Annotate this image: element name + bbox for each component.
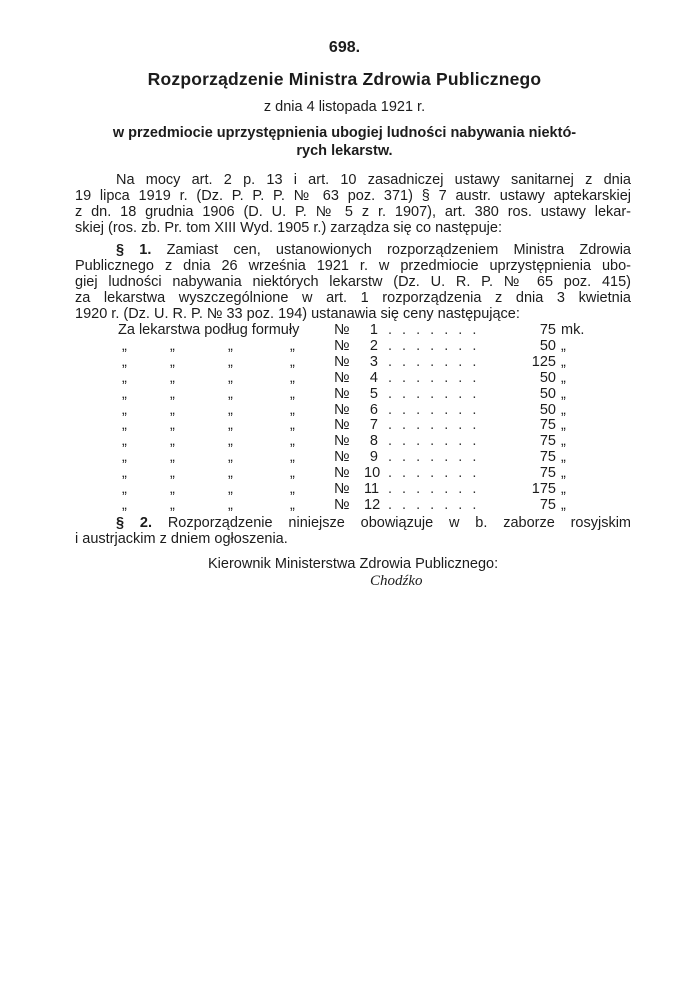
leader-dots: . . . . . . . bbox=[388, 465, 480, 482]
formula-label: Za lekarstwa podług formuły bbox=[118, 322, 300, 338]
section-1-text: Zamiast cen, ustanowionych rozporządzeniem Ministra Zdrowia bbox=[166, 242, 631, 258]
section-1-line-4: za lekarstwa wyszczególnione w art. 1 rozporządzenia z dnia 3 kwietnia bbox=[75, 290, 631, 306]
ditto-mark: „ bbox=[290, 465, 295, 482]
price-value: 75 bbox=[539, 496, 556, 513]
ditto-mark: „ bbox=[122, 337, 127, 354]
ditto-mark: „ bbox=[290, 496, 295, 513]
price-value: 75 bbox=[539, 322, 556, 338]
leader-dots: . . . . . . . bbox=[388, 496, 480, 513]
price-value: 50 bbox=[539, 401, 556, 418]
formula-number: 7 bbox=[369, 417, 378, 434]
number-sign: № bbox=[334, 449, 350, 466]
price-value: 50 bbox=[539, 337, 556, 354]
currency-unit: mk. bbox=[561, 322, 585, 338]
formula-number: 4 bbox=[369, 369, 378, 386]
ditto-mark: „ bbox=[122, 449, 127, 466]
number-sign: № bbox=[334, 369, 350, 386]
ditto-mark: „ bbox=[170, 433, 175, 450]
currency-unit: „ bbox=[561, 369, 566, 386]
currency-unit: „ bbox=[561, 337, 566, 354]
ditto-mark: „ bbox=[228, 496, 233, 513]
currency-unit: „ bbox=[561, 496, 566, 513]
section-1-mark: § 1. bbox=[116, 242, 152, 258]
price-row bbox=[118, 465, 598, 481]
formula-number: 10 bbox=[364, 465, 381, 482]
section-1-line-3: giej ludności nabywania niektórych lekarstw (Dz. U. R. P. № 65 poz. 415) bbox=[75, 274, 631, 290]
leader-dots: . . . . . . . bbox=[388, 385, 480, 402]
ditto-mark: „ bbox=[170, 465, 175, 482]
leader-dots: . . . . . . . bbox=[388, 353, 480, 370]
page-number: 698. bbox=[328, 39, 361, 56]
price-row bbox=[118, 417, 598, 433]
formula-number: 5 bbox=[369, 385, 378, 402]
formula-number: 1 bbox=[369, 322, 378, 338]
price-row bbox=[118, 322, 598, 338]
ditto-mark: „ bbox=[170, 369, 175, 386]
preamble-line-3: z dn. 18 grudnia 1906 (D. U. P. № 5 z r. 1907), art. 380 ros. ustawy lekar- bbox=[75, 204, 631, 220]
document-title: Rozporządzenie Ministra Zdrowia Publicznego bbox=[147, 69, 542, 89]
ditto-mark: „ bbox=[122, 369, 127, 386]
ditto-mark: „ bbox=[228, 353, 233, 370]
ditto-mark: „ bbox=[290, 369, 295, 386]
ditto-mark: „ bbox=[122, 385, 127, 402]
leader-dots: . . . . . . . bbox=[388, 449, 480, 466]
currency-unit: „ bbox=[561, 465, 566, 482]
ditto-mark: „ bbox=[122, 496, 127, 513]
number-sign: № bbox=[334, 401, 350, 418]
currency-unit: „ bbox=[561, 353, 566, 370]
ditto-mark: „ bbox=[228, 417, 233, 434]
currency-unit: „ bbox=[561, 417, 566, 434]
price-value: 75 bbox=[539, 449, 556, 466]
number-sign: № bbox=[334, 353, 350, 370]
subject-line-2: rych lekarstw. bbox=[296, 143, 393, 159]
number-sign: № bbox=[334, 322, 350, 338]
price-row bbox=[118, 354, 598, 370]
price-row bbox=[118, 402, 598, 418]
signature-title: Kierownik Ministerstwa Zdrowia Publicznego: bbox=[208, 556, 499, 572]
currency-unit: „ bbox=[561, 401, 566, 418]
leader-dots: . . . . . . . bbox=[388, 369, 480, 386]
currency-unit: „ bbox=[561, 433, 566, 450]
section-1-line-2: Publicznego z dnia 26 września 1921 r. w przedmiocie uprzystępnienia ubo- bbox=[75, 258, 631, 274]
price-value: 50 bbox=[539, 369, 556, 386]
price-row bbox=[118, 386, 598, 402]
currency-unit: „ bbox=[561, 449, 566, 466]
section-1-line-5: 1920 r. (Dz. U. R. P. № 33 poz. 194) ustanawia się ceny następujące: bbox=[75, 306, 520, 322]
formula-number: 6 bbox=[369, 401, 378, 418]
ditto-mark: „ bbox=[290, 353, 295, 370]
ditto-mark: „ bbox=[228, 481, 233, 497]
price-value: 50 bbox=[539, 385, 556, 402]
section-2-text: Rozporządzenie niniejsze obowiązuje w b. zaborze rosyjskim bbox=[167, 515, 632, 531]
price-row bbox=[118, 449, 598, 465]
leader-dots: . . . . . . . bbox=[388, 337, 480, 354]
formula-number: 11 bbox=[364, 481, 380, 497]
ditto-mark: „ bbox=[228, 433, 233, 450]
preamble-line-4: skiej (ros. zb. Pr. tom XIII Wyd. 1905 r.) zarządza się co następuje: bbox=[75, 220, 502, 236]
ditto-mark: „ bbox=[228, 465, 233, 482]
number-sign: № bbox=[334, 337, 350, 354]
ditto-mark: „ bbox=[122, 481, 127, 497]
number-sign: № bbox=[334, 433, 350, 450]
ditto-mark: „ bbox=[170, 449, 175, 466]
price-value: 175 bbox=[531, 481, 556, 497]
number-sign: № bbox=[334, 496, 350, 513]
number-sign: № bbox=[334, 385, 350, 402]
ditto-mark: „ bbox=[170, 337, 175, 354]
section-1-first-line bbox=[116, 242, 631, 258]
leader-dots: . . . . . . . bbox=[388, 481, 480, 497]
ditto-mark: „ bbox=[122, 353, 127, 370]
formula-number: 2 bbox=[369, 337, 378, 354]
section-2-line-2: i austrjackim z dniem ogłoszenia. bbox=[75, 531, 288, 547]
price-value: 125 bbox=[531, 353, 556, 370]
ditto-mark: „ bbox=[290, 433, 295, 450]
price-value: 75 bbox=[539, 433, 556, 450]
price-value: 75 bbox=[539, 465, 556, 482]
number-sign: № bbox=[334, 481, 350, 497]
preamble-line-1: Na mocy art. 2 p. 13 i art. 10 zasadniczej ustawy sanitarnej z dnia bbox=[116, 172, 631, 188]
ditto-mark: „ bbox=[228, 449, 233, 466]
ditto-mark: „ bbox=[290, 337, 295, 354]
leader-dots: . . . . . . . bbox=[388, 417, 480, 434]
ditto-mark: „ bbox=[290, 401, 295, 418]
ditto-mark: „ bbox=[290, 385, 295, 402]
subject-line-1: w przedmiocie uprzystępnienia ubogiej ludności nabywania niektó- bbox=[112, 125, 577, 141]
ditto-mark: „ bbox=[290, 481, 295, 497]
preamble-line-2: 19 lipca 1919 r. (Dz. P. P. P. № 63 poz. 371) § 7 austr. ustawy aptekarskiej bbox=[75, 188, 631, 204]
price-row bbox=[118, 481, 598, 497]
ditto-mark: „ bbox=[228, 369, 233, 386]
section-2-first-line bbox=[116, 515, 631, 531]
ditto-mark: „ bbox=[290, 417, 295, 434]
ditto-mark: „ bbox=[170, 417, 175, 434]
ditto-mark: „ bbox=[170, 481, 175, 497]
section-2-mark: § 2. bbox=[116, 515, 152, 531]
ditto-mark: „ bbox=[170, 385, 175, 402]
ditto-mark: „ bbox=[122, 465, 127, 482]
ditto-mark: „ bbox=[122, 417, 127, 434]
price-row bbox=[118, 370, 598, 386]
formula-number: 12 bbox=[364, 496, 381, 513]
formula-number: 8 bbox=[369, 433, 378, 450]
currency-unit: „ bbox=[561, 481, 566, 497]
formula-number: 9 bbox=[369, 449, 378, 466]
date-line: z dnia 4 listopada 1921 r. bbox=[263, 99, 426, 115]
currency-unit: „ bbox=[561, 385, 566, 402]
ditto-mark: „ bbox=[122, 433, 127, 450]
leader-dots: . . . . . . . bbox=[388, 433, 480, 450]
ditto-mark: „ bbox=[170, 496, 175, 513]
formula-number: 3 bbox=[369, 353, 378, 370]
price-row bbox=[118, 338, 598, 354]
ditto-mark: „ bbox=[290, 449, 295, 466]
leader-dots: . . . . . . . bbox=[388, 401, 480, 418]
price-row bbox=[118, 433, 598, 449]
ditto-mark: „ bbox=[170, 401, 175, 418]
number-sign: № bbox=[334, 465, 350, 482]
ditto-mark: „ bbox=[228, 401, 233, 418]
signature-name: Chodźko bbox=[370, 573, 423, 589]
number-sign: № bbox=[334, 417, 350, 434]
price-value: 75 bbox=[539, 417, 556, 434]
ditto-mark: „ bbox=[170, 353, 175, 370]
leader-dots: . . . . . . . bbox=[388, 322, 480, 338]
ditto-mark: „ bbox=[122, 401, 127, 418]
ditto-mark: „ bbox=[228, 337, 233, 354]
ditto-mark: „ bbox=[228, 385, 233, 402]
price-row bbox=[118, 497, 598, 513]
